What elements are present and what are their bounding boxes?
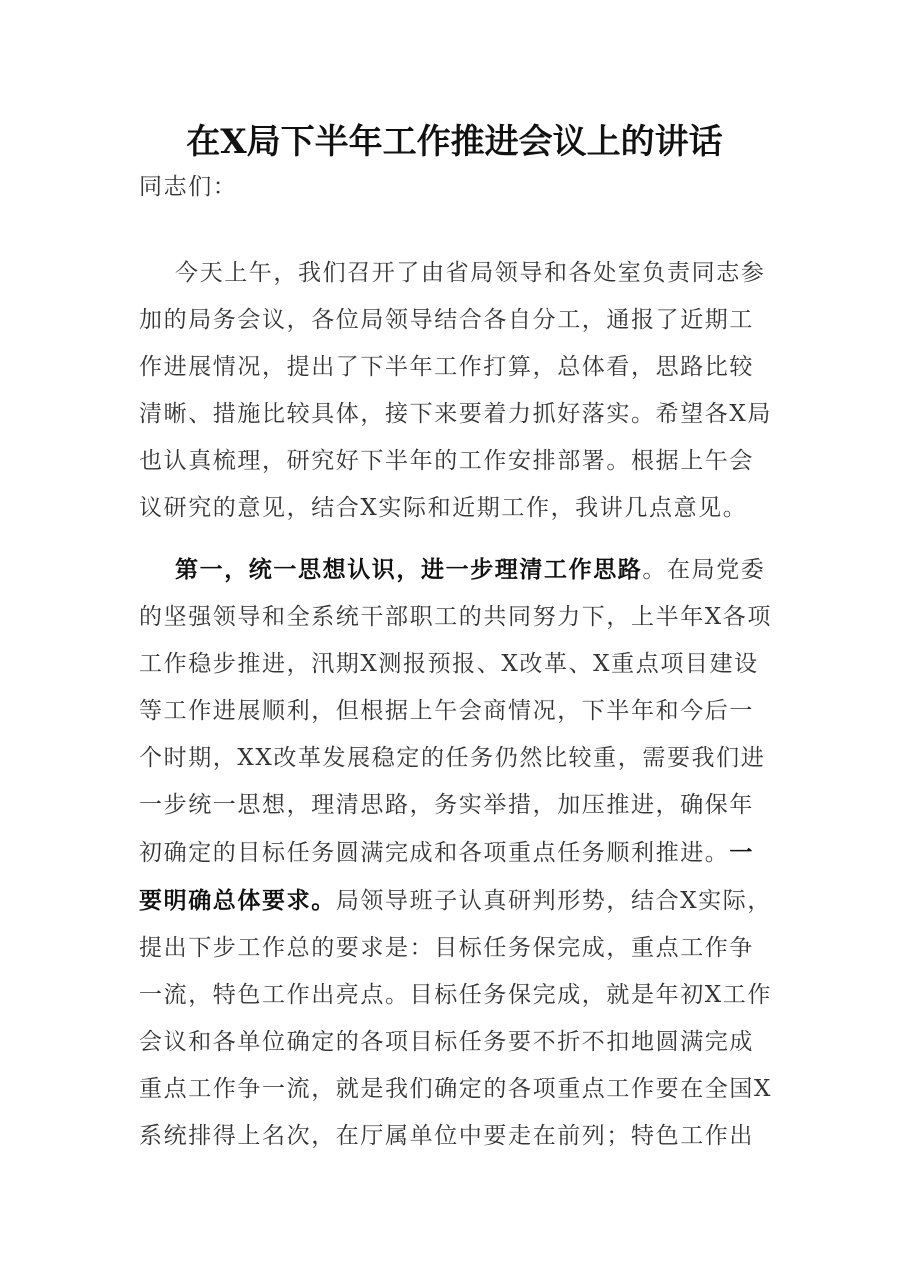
paragraph-2-text: 局领导班子认真研判形势，结合X实际， xyxy=(335,888,772,914)
paragraph-2-line: 等工作进展顺利，但根据上午会商情况，下半年和今后一 xyxy=(139,698,754,724)
paragraph-2 xyxy=(139,546,779,1160)
section-heading: 第一，统一思想认识，进一步理清工作思路 xyxy=(175,556,643,583)
paragraph-2-line: 会议和各单位确定的各项目标任务要不折不扣地圆满完成 xyxy=(139,1029,754,1055)
paragraph-1-line: 清晰、措施比较具体，接下来要着力抓好落实。希望各X局 xyxy=(139,401,772,427)
paragraph-1 xyxy=(139,250,779,532)
paragraph-2-line xyxy=(139,829,779,877)
paragraph-2-line xyxy=(139,546,779,594)
paragraph-2-line xyxy=(139,877,779,925)
paragraph-1-line: 作进展情况，提出了下半年工作打算，总体看，思路比较 xyxy=(139,354,754,380)
paragraph-2-line: 系统排得上名次，在厅属单位中要走在前列；特色工作出 xyxy=(139,1123,754,1149)
paragraph-2-text: 。在局党委 xyxy=(642,557,766,583)
paragraph-2-line: 工作稳步推进，汛期X测报预报、X改革、X重点项目建设 xyxy=(139,651,759,677)
subheading-start: 一 xyxy=(729,839,755,866)
subheading-end: 要明确总体要求。 xyxy=(139,887,336,914)
paragraph-2-line: 的坚强领导和全系统干部职工的共同努力下，上半年X各项 xyxy=(139,604,772,630)
paragraph-2-line: 提出下步工作总的要求是：目标任务保完成，重点工作争 xyxy=(139,935,754,961)
paragraph-1-line: 议研究的意见，结合X实际和近期工作，我讲几点意见。 xyxy=(139,495,748,521)
document-title: 在X局下半年工作推进会议上的讲话 xyxy=(186,122,723,162)
paragraph-2-line: 一流，特色工作出亮点。目标任务保完成，就是年初X工作 xyxy=(139,982,772,1008)
paragraph-2-line: 一步统一思想，理清思路，务实举措，加压推进，确保年 xyxy=(139,792,754,818)
paragraph-1-line: 加的局务会议，各位局领导结合各自分工，通报了近期工 xyxy=(139,307,754,333)
paragraph-2-line: 个时期，XX改革发展稳定的任务仍然比较重，需要我们进 xyxy=(139,745,766,771)
paragraph-2-line: 重点工作争一流，就是我们确定的各项重点工作要在全国X xyxy=(139,1076,772,1102)
salutation: 同志们： xyxy=(139,174,238,200)
paragraph-1-line: 今天上午，我们召开了由省局领导和各处室负责同志参 xyxy=(175,260,766,286)
paragraph-1-line: 也认真梳理，研究好下半年的工作安排部署。根据上午会 xyxy=(139,448,754,474)
paragraph-2-text: 初确定的目标任务圆满完成和各项重点任务顺利推进。 xyxy=(139,840,730,866)
